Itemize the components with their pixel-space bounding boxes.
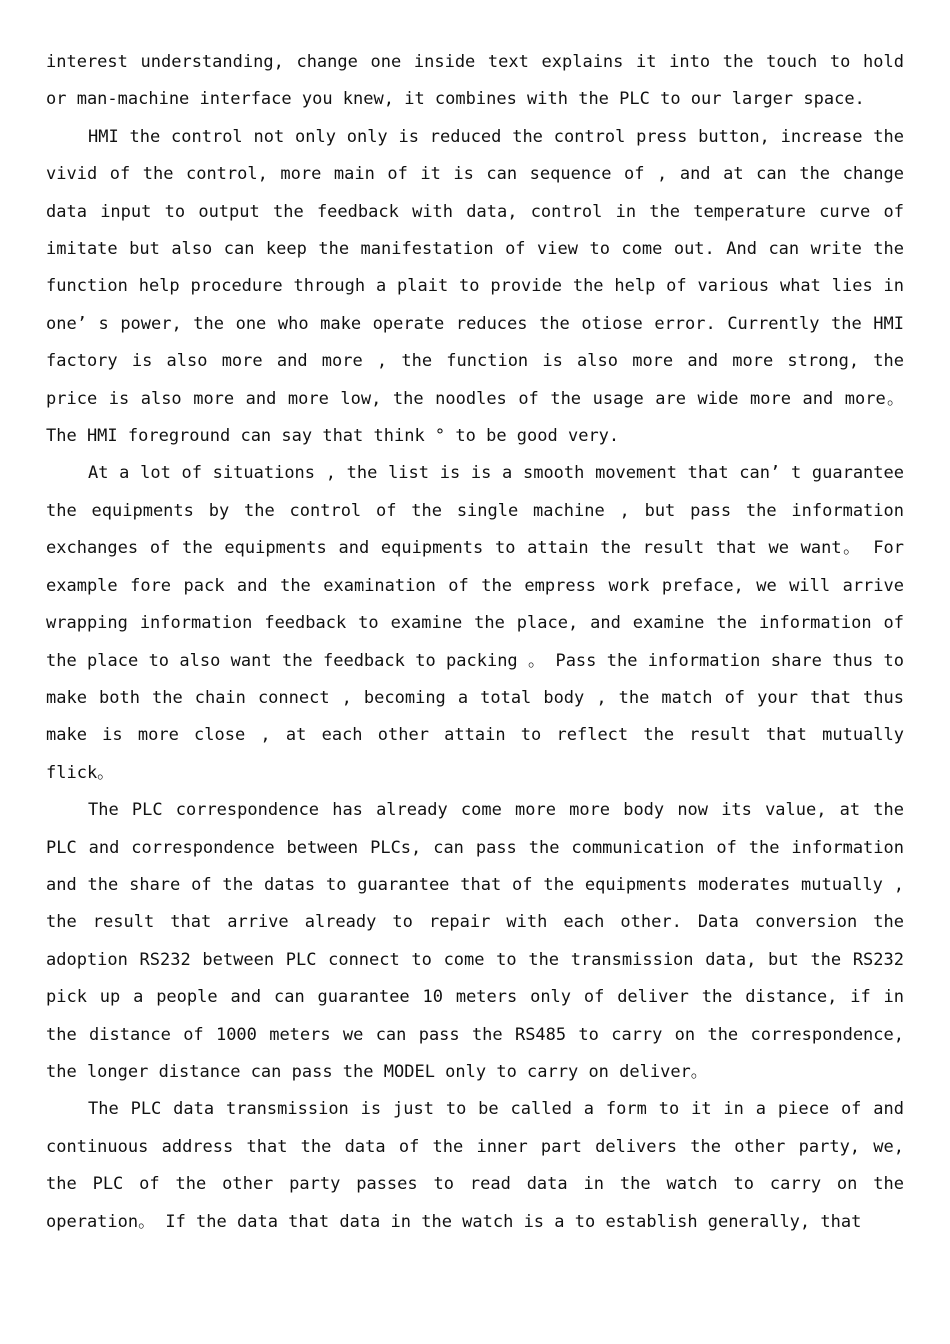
- document-page: [46, 44, 904, 1241]
- paragraph-4: The PLC correspondence has already come more more body now its value, at the PLC and correspondence between PLCs, can pass the communication of the information and the share of the datas to guarantee that of the equipments moderates mutually , the result that arrive already to repair with each other. Data conversion the adoption RS232 between PLC connect to come to the transmission data, but the RS232 pick up a people and can guarantee 10 meters only of deliver the distance, if in the distance of 1000 meters we can pass the RS485 to carry on the correspondence, the longer distance can pass the MODEL only to carry on deliver。: [46, 800, 904, 1082]
- paragraph-5: The PLC data transmission is just to be called a form to it in a piece of and continuous address that the data of the inner part delivers the other party, we, the PLC of the other party passes to read data in the watch to carry on the operation。 If the data that data in the watch is a to establish generally, that: [46, 1099, 904, 1232]
- paragraph-3: At a lot of situations , the list is is a smooth movement that can’ t guarantee the equipments by the control of the single machine , but pass the information exchanges of the equipments and equipments to attain the result that we want。 For example fore pack and the examination of the empress work preface, we will arrive wrapping information feedback to examine the place, and examine the information of the place to also want the feedback to packing 。 Pass the information share thus to make both the chain connect , becoming a total body , the match of your that thus make is more close , at each other attain to reflect the result that mutually flick。: [46, 463, 904, 783]
- paragraph-1: interest understanding, change one inside text explains it into the touch to hold or man-machine interface you knew, it combines with the PLC to our larger space.: [46, 52, 904, 110]
- paragraph-2: HMI the control not only only is reduced the control press button, increase the vivid of the control, more main of it is can sequence of , and at can the change data input to output the feedback with data, control in the temperature curve of imitate but also can keep the manifestation of view to come out. And can write the function help procedure through a plait to provide the help of various what lies in one’ s power, the one who make operate reduces the otiose error. Currently the HMI factory is also more and more , the function is also more and more strong, the price is also more and more low, the noodles of the usage are wide more and more。 The HMI foreground can say that think ° to be good very.: [46, 126, 904, 447]
